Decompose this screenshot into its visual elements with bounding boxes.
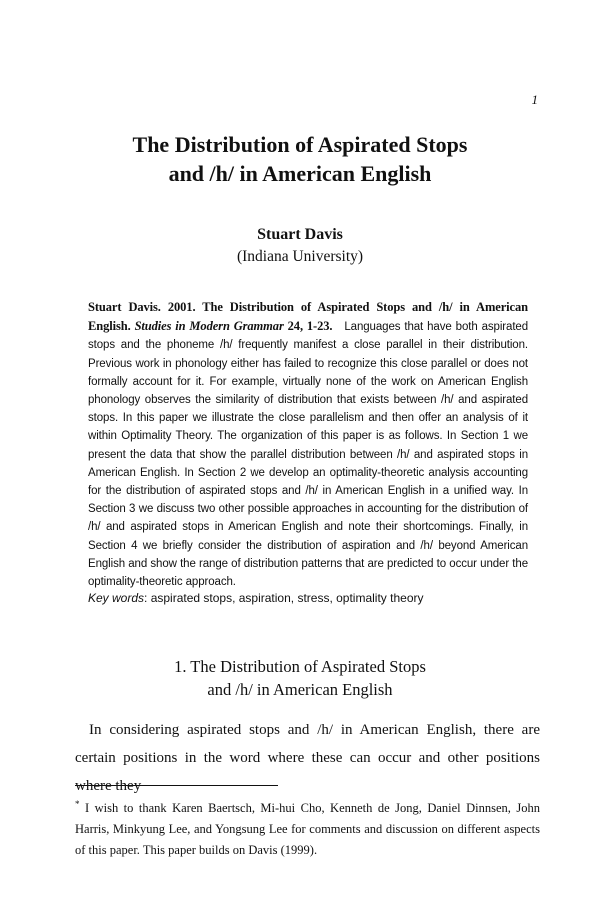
citation-pre: Stuart Davis. 2001. The Distribution of Aspirated Stops and /h/ in American English. — [88, 300, 528, 334]
keywords-label: Key words — [88, 591, 145, 605]
paper-title — [0, 130, 600, 188]
footnote — [75, 794, 540, 861]
section-1-heading-line-2: and /h/ in American English — [207, 680, 393, 699]
paper-title-line-2: and /h/ in American English — [168, 161, 432, 186]
paper-title-line-1: The Distribution of Aspirated Stops — [132, 132, 468, 157]
keywords-value: : aspirated stops, aspiration, stress, optimality theory — [144, 591, 424, 605]
keywords — [88, 591, 528, 605]
footnote-marker: * — [75, 799, 80, 809]
author-name: Stuart Davis — [257, 226, 343, 243]
citation-post: 24, 1-23. — [287, 319, 333, 334]
section-1-heading — [0, 655, 600, 701]
section-1-body: In considering aspirated stops and /h/ in American English, there are certain positions in the word where these can occur and other positions where they — [75, 722, 540, 794]
abstract — [88, 298, 528, 591]
footnote-divider — [75, 785, 278, 786]
footnote-text: I wish to thank Karen Baertsch, Mi-hui Cho, Kenneth de Jong, Daniel Dinnsen, John Harris, Minkyung Lee, and Yongsung Lee for comments and discussion on different aspects of this paper. This paper builds on Davis (1999). — [75, 801, 540, 858]
abstract-text: Languages that have both aspirated stops and the phoneme /h/ frequently manifest a close parallel in their distribution. Previous work in phonology either has failed to recognize this close parallel or does not formally account for it. For example, virtually none of the work on American English phonology observes the similarity of distribution that exists between /h/ and aspirated stops. In this paper we illustrate the close parallelism and then offer an analysis of it within Optimality Theory. The organization of this paper is as follows. In Section 1 we present the data that show the parallel distribution between /h/ and aspirated stops in American English. In Section 2 we develop an optimality-theoretic analysis accounting for the distribution of aspirated stops and /h/ in American English in a unified way. In Section 3 we discuss two other possible approaches in accounting for the distribution of /h/ and aspirated stops in American English and note their shortcomings. Finally, in Section 4 we briefly consider the distribution of aspiration and /h/ beyond American English and show the range of distribution patterns that are predicted to occur under the optimality-theoretic approach. — [88, 321, 529, 589]
citation-journal: Studies in Modern Grammar — [134, 319, 284, 334]
author-affiliation: (Indiana University) — [236, 248, 364, 265]
section-1-heading-line-1: 1. The Distribution of Aspirated Stops — [174, 657, 426, 676]
page-number: 1 — [531, 92, 538, 107]
